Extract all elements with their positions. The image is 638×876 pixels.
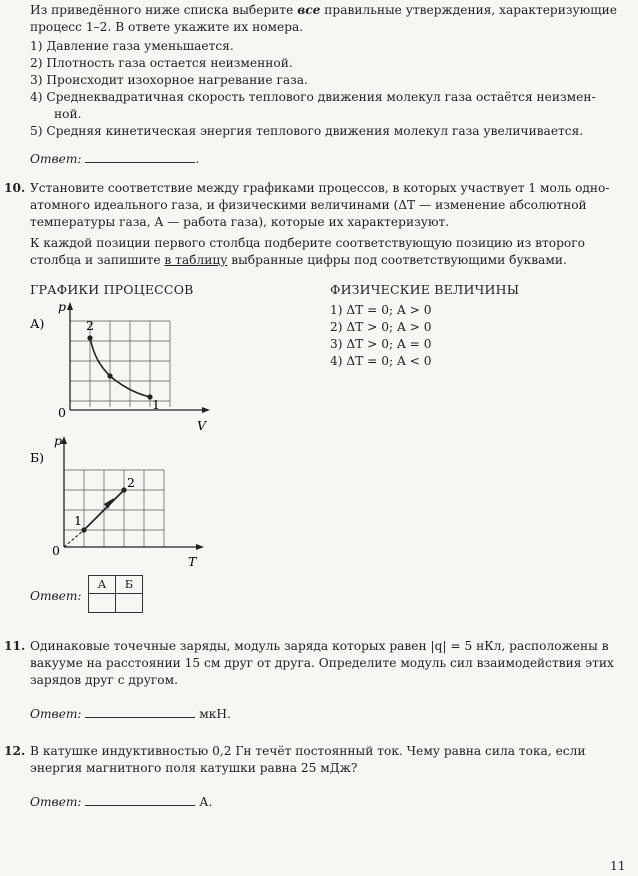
graph-a-x-arrow [202, 407, 210, 413]
q12-line2: энергия магнитного поля катушки равна 25 мДж? [30, 761, 358, 775]
q10-instr-part-b: выбранные цифры под соответствующими буквами. [227, 253, 567, 267]
q12-answer-label: Ответ: [30, 795, 82, 809]
q9-option-3: 3) Происходит изохорное нагревание газа. [30, 73, 308, 87]
q10-instr-part-a: столбца и запишите [30, 253, 165, 267]
q10-text-line3: температуры газа, A — работа газа), которые их характеризуют. [30, 215, 450, 229]
q9-intro-text-end: правильные утверждения, характеризующие [320, 3, 617, 17]
q9-answer-suffix: . [195, 152, 200, 166]
graph-b-x-arrow [196, 544, 204, 550]
q10-answer-table [88, 575, 143, 613]
q10-number: 10. [4, 181, 26, 195]
q10-col1-header: ГРАФИКИ ПРОЦЕССОВ [30, 282, 194, 297]
q9-option-2: 2) Плотность газа остается неизменной. [30, 56, 293, 70]
q11-answer-label: Ответ: [30, 707, 82, 721]
q10-table-cell-a[interactable] [89, 594, 116, 613]
graph-a-x-axis-label: V [197, 418, 207, 433]
graph-a-point-2 [87, 335, 92, 340]
graph-b-label: Б) [30, 450, 45, 465]
q11-answer-field[interactable] [85, 705, 195, 718]
graph-b-point-2 [121, 487, 126, 492]
graph-b-grid [64, 470, 164, 547]
q9-intro-line2: процесс 1–2. В ответе укажите их номера. [30, 20, 304, 34]
graph-a-y-axis-label: p [58, 299, 67, 314]
graph-b-dashed-extension [64, 530, 84, 547]
q10-graph-a [28, 298, 228, 433]
graph-a-origin: 0 [58, 405, 66, 420]
q9-option-4: 4) Среднеквадратичная скорость теплового движения молекул газа остаётся неизмен- [30, 90, 596, 104]
q10-instruction-line2 [30, 252, 625, 269]
q10-col2-header: ФИЗИЧЕСКИЕ ВЕЛИЧИНЫ [330, 282, 520, 297]
q12-answer-field[interactable] [85, 793, 195, 806]
q9-answer [30, 150, 199, 168]
q9-intro-emphasis: все [297, 3, 321, 17]
q12-number: 12. [4, 744, 26, 758]
q10-graph-b [28, 432, 228, 572]
q10-text-line1: Установите соответствие между графиками процессов, в которых участвует 1 моль одно- [30, 181, 610, 195]
q10-table-header-b: Б [116, 576, 143, 594]
graph-a-point-1-label: 1 [152, 397, 160, 412]
q9-answer-field[interactable] [85, 150, 195, 163]
graph-a-label: А) [30, 316, 45, 331]
graph-a-y-arrow [67, 302, 73, 310]
q10-answer-label: Ответ: [30, 589, 82, 603]
q10-instr-link[interactable]: в таблицу [164, 253, 228, 267]
q12-line1: В катушке индуктивностью 0,2 Гн течёт постоянный ток. Чему равна сила тока, если [30, 744, 586, 758]
q10-instruction-line1: К каждой позиции первого столбца подберите соответствующую позицию из второго [30, 236, 585, 250]
q10-quantity-2: 2) ΔT > 0; A > 0 [330, 320, 432, 334]
graph-a-curve [90, 338, 150, 397]
graph-b-x-axis-label: T [188, 554, 197, 569]
graph-b-y-axis-label: p [54, 433, 63, 448]
q11-number: 11. [4, 639, 26, 653]
graph-a-point-2-label: 2 [86, 318, 94, 333]
q9-intro-line1 [30, 2, 625, 19]
q9-intro-text: Из приведённого ниже списка выберите [30, 3, 298, 17]
q11-answer-unit: мкН. [199, 707, 231, 721]
graph-b-point-2-label: 2 [127, 475, 135, 490]
q12-answer [30, 793, 212, 811]
graph-a-grid [70, 321, 170, 407]
graph-b-origin: 0 [52, 543, 60, 558]
q10-quantity-1: 1) ΔT = 0; A > 0 [330, 303, 432, 317]
q11-answer [30, 705, 231, 723]
q9-answer-label: Ответ: [30, 152, 82, 166]
q11-line3: зарядов друг с другом. [30, 673, 178, 687]
q10-quantity-3: 3) ΔT > 0; A = 0 [330, 337, 432, 351]
q10-table-cell-b[interactable] [116, 594, 143, 613]
q10-text-line2: атомного идеального газа, и физическими величинами (ΔT — изменение абсолютной [30, 198, 587, 212]
q11-line1: Одинаковые точечные заряды, модуль заряда которых равен |q| = 5 нКл, расположены в [30, 639, 609, 653]
graph-b-point-1 [81, 527, 86, 532]
q11-line2: вакууме на расстоянии 15 см друг от друга. Определите модуль сил взаимодействия этих [30, 656, 614, 670]
q10-table-header-a: А [89, 576, 116, 594]
page-number: 11 [610, 859, 626, 873]
q9-option-1: 1) Давление газа уменьшается. [30, 39, 234, 53]
q9-option-5: 5) Средняя кинетическая энергия теплового движения молекул газа увеличивается. [30, 124, 584, 138]
q12-answer-unit: А. [199, 795, 213, 809]
graph-b-point-1-label: 1 [74, 513, 82, 528]
graph-a-point-mid [107, 373, 112, 378]
q9-option-4-cont: ной. [54, 107, 82, 121]
q10-quantity-4: 4) ΔT = 0; A < 0 [330, 354, 432, 368]
